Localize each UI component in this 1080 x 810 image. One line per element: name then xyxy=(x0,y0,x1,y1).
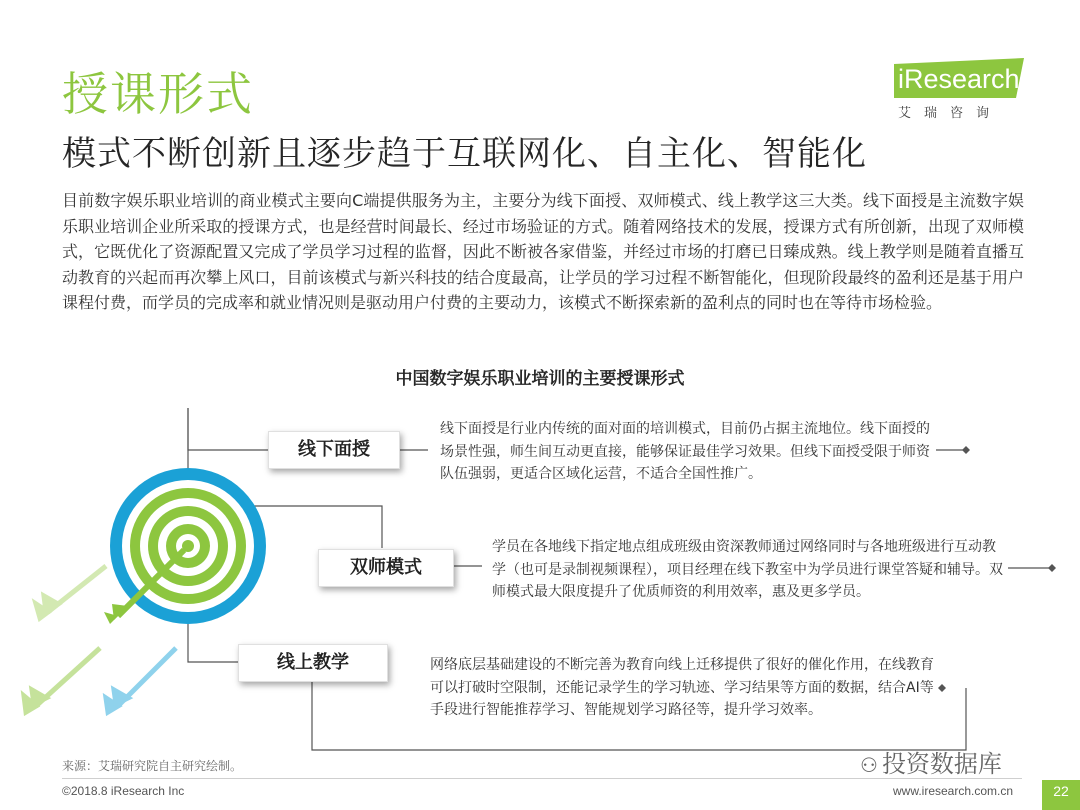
logo-wordmark: iResearch xyxy=(898,64,1020,94)
watermark xyxy=(860,744,1002,779)
copyright: ©2018.8 iResearch Inc xyxy=(62,784,185,798)
source-note: 来源：艾瑞研究院自主研究绘制。 xyxy=(62,759,243,773)
page-subtitle: 模式不断创新且逐步趋于互联网化、自主化、智能化 xyxy=(62,134,867,174)
mode-desc-online: 网络底层基础建设的不断完善为教育向线上迁移提供了很好的催化作用，在线教育可以打破时空限制，还能记录学生的学习轨迹、学习结果等方面的数据，结合AI等手段进行智能推荐学习、智能规划学习路径等，提升学习效率。 xyxy=(430,657,934,718)
page-number: 22 xyxy=(1042,780,1080,810)
watermark-text: 投资数据库 xyxy=(881,750,1002,778)
footer-divider xyxy=(62,778,1022,779)
mode-desc-dual-teacher: 学员在各地线下指定地点组成班级由资深教师通过网络同时与各地班级进行互动教学（也可是录制视频课程），项目经理在线下教室中为学员进行课堂答疑和辅导。双师模式最大限度提升了优质师资的利用效率，惠及更多学员。 xyxy=(492,539,1003,600)
logo-chinese-name: 艾瑞咨询 xyxy=(898,106,1003,121)
arrow-blue-icon xyxy=(106,648,176,712)
arrow-green-icon xyxy=(36,566,106,618)
figure-title: 中国数字娱乐职业培训的主要授课形式 xyxy=(395,369,685,389)
wechat-icon: ⚇ xyxy=(860,753,878,777)
website-url: www.iresearch.com.cn xyxy=(893,784,1014,798)
mode-desc-offline: 线下面授是行业内传统的面对面的培训模式，目前仍占据主流地位。线下面授的场景性强，师生间互动更直接，能够保证最佳学习效果。但线下面授受限于师资队伍强弱，更适合区域化运营，不适合全国性推广。 xyxy=(440,421,930,482)
intro-paragraph: 目前数字娱乐职业培训的商业模式主要向C端提供服务为主，主要分为线下面授、双师模式、线上教学这三大类。线下面授是主流数字娱乐职业培训企业所采取的授课方式，也是经营时间最长、经过市场验证的方式。随着网络技术的发展，授课方式有所创新，出现了双师模式，它既优化了资源配置又完成了学员学习过程的监督，因此不断被各家借鉴，并经过市场的打磨已日臻成熟。线上教学则是随着直播互动教育的兴起而再次攀上风口，目前该模式与新兴科技的结合度最高，让学员的学习过程不断智能化，但现阶段最终的盈利还是基于用户课程付费，而学员的完成率和就业情况则是驱动用户付费的主要动力，该模式不断探索新的盈利点的同时也在等待市场检验。 xyxy=(62,191,1024,312)
page-title: 授课形式 xyxy=(62,67,254,121)
mode-label-offline: 线下面授 xyxy=(268,431,400,469)
arrow-green-light-icon xyxy=(24,648,100,712)
mode-label-dual-teacher: 双师模式 xyxy=(318,549,454,587)
mode-label-online: 线上教学 xyxy=(238,644,388,682)
